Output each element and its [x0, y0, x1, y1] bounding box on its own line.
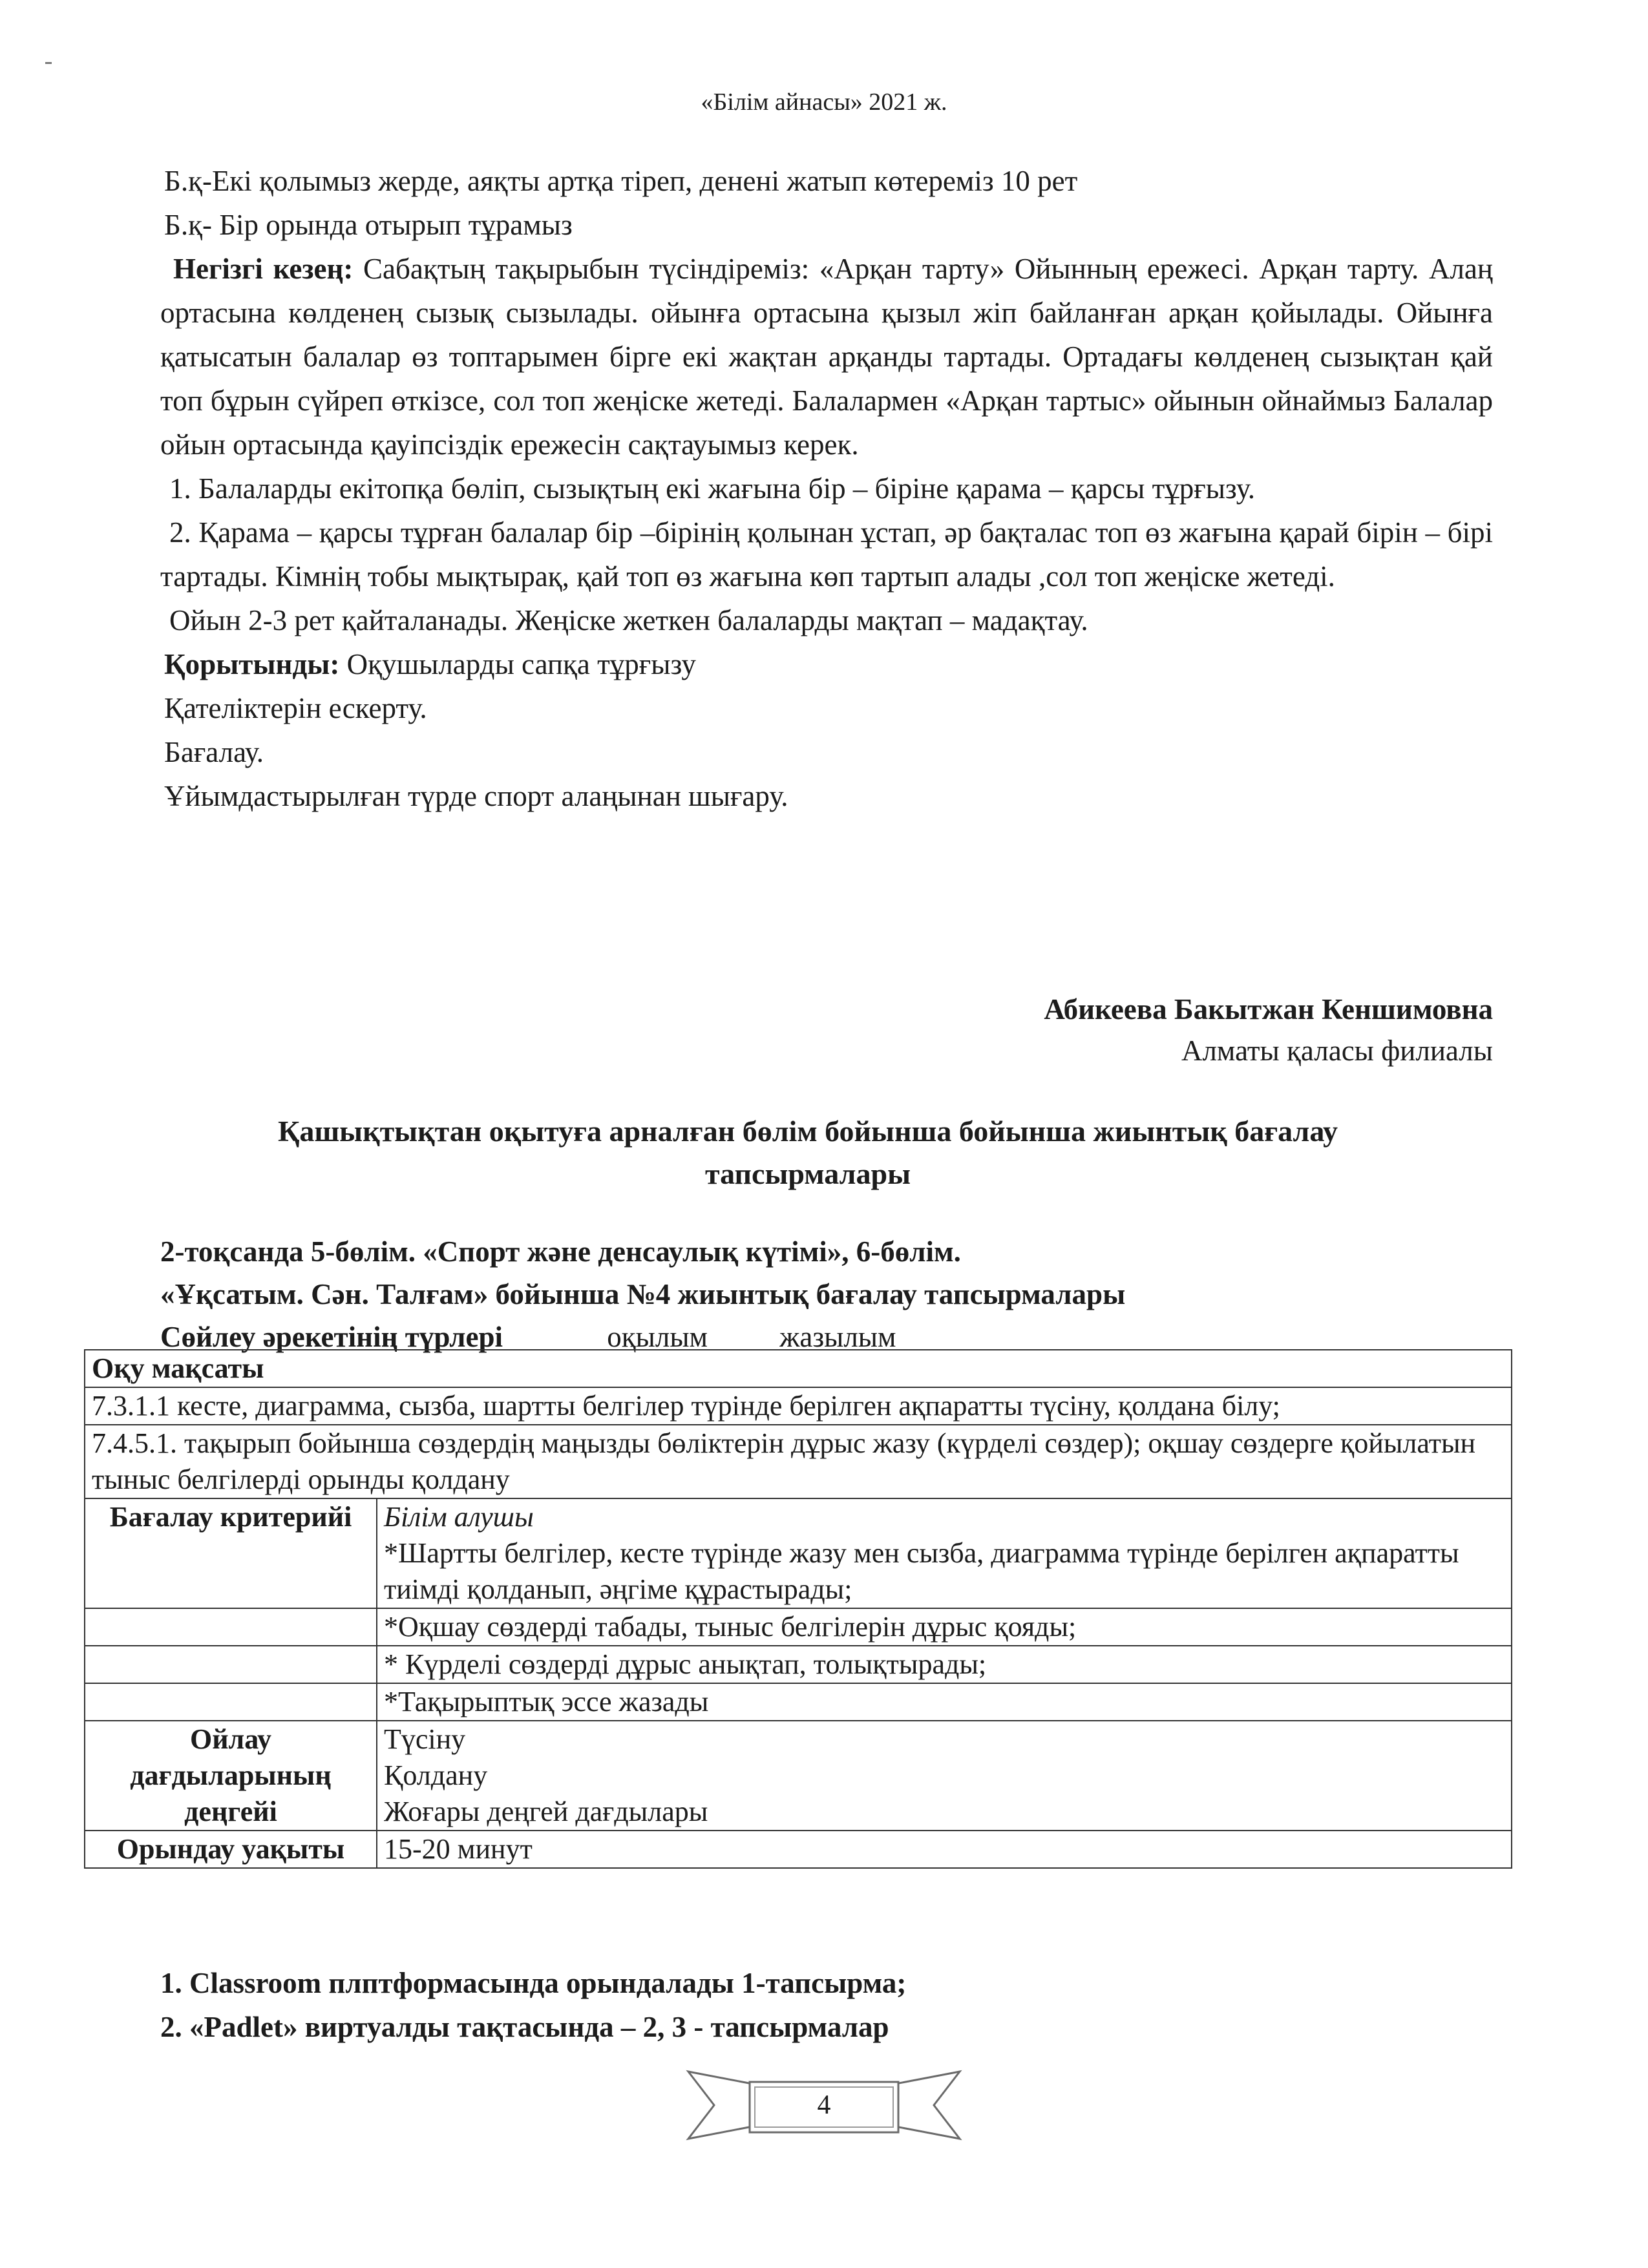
step-1: 1. Балаларды екітопқа бөліп, сызықтың екі жағына бір – біріне қарама – қарсы тұрғызу. [169, 472, 1256, 505]
intro-line-2: «Ұқсатым. Сән. Талғам» бойынша №4 жиынтық бағалау тапсырмалары [160, 1278, 1126, 1310]
criteria-label: Бағалау критерийі [85, 1498, 377, 1608]
page-header: «Білім айнасы» 2021 ж. [701, 89, 947, 116]
conclusion-text: Оқушыларды сапқа тұрғызу [339, 648, 696, 680]
section-title-line-1: Қашықтықтан оқытуға арналған бөлім бойынша бойынша жиынтық бағалау [277, 1115, 1338, 1148]
objectives-header: Оқу мақсаты [85, 1350, 1512, 1387]
conclusion-label: Қорытынды: [164, 648, 340, 680]
table-row [85, 1498, 1512, 1608]
errors-line: Қателіктерін ескерту. [164, 692, 427, 724]
assessment-table [84, 1349, 1512, 1869]
table-row [85, 1387, 1512, 1425]
empty-cell [85, 1683, 377, 1721]
criteria-cell-1 [377, 1498, 1512, 1608]
main-stage-text: Сабақтың тақырыбын түсіндіреміз: «Арқан тарту» Ойынның ережесі. Арқан тарту. Алаң ортасына көлденең сызық сызылады. ойынға ортасына қызыл жіп байланған арқан қойылады. Ойынға қатысатын балалар өз топтарымен бірге екі жақтан арқанды тартады. Ортадағы көлденең сызықтан қай топ бұрын сүйреп өткізсе, сол топ жеңіске жетеді. Балалармен «Арқан тартыс» ойынын ойнаймыз Балалар ойын ортасында қауіпсіздік ережесін сақтауымыз керек. [160, 253, 1493, 461]
objective-2: 7.4.5.1. тақырып бойынша сөздердің маңызды бөліктерін дұрыс жазу (күрделі сөздер); оқшау сөздерге қойылатын тыныс белгілерді орынды қолдану [85, 1425, 1512, 1498]
repeat-line: Ойын 2-3 рет қайталанады. Жеңіске жеткен балаларды мақтап – мадақтау. [169, 604, 1088, 636]
table-row [85, 1425, 1512, 1498]
scan-mark [45, 62, 52, 64]
time-value: 15-20 минут [377, 1831, 1512, 1868]
time-label: Орындау уақыты [85, 1831, 377, 1868]
thinking-level-2: Қолдану [384, 1759, 488, 1791]
conclusion-line [160, 642, 1493, 686]
exercise-line-2: Б.қ- Бір орында отырып тұрамыз [164, 209, 573, 241]
criterion-2: *Оқшау сөздерді табады, тыныс белгілерін дұрыс қояды; [377, 1608, 1512, 1646]
table-row [85, 1831, 1512, 1868]
table-row [85, 1646, 1512, 1683]
section-title-line-2: тапсырмалары [704, 1157, 911, 1190]
grading-line: Бағалау. [164, 736, 264, 768]
table-row [85, 1683, 1512, 1721]
page-number: 4 [817, 2090, 831, 2120]
author-branch: Алматы қаласы филиалы [1181, 1034, 1493, 1067]
lesson-text [160, 159, 1493, 818]
speech-activity-label: Сөйлеу әрекетінің түрлері [160, 1321, 503, 1353]
thinking-level-3: Жоғары деңгей дағдылары [384, 1796, 708, 1827]
speech-type-writing: жазылым [779, 1321, 896, 1353]
thinking-label: Ойлау дағдыларының деңгейі [85, 1721, 377, 1831]
empty-cell [85, 1646, 377, 1683]
main-stage-label: Негізгі кезең: [173, 253, 354, 285]
task-list [160, 1961, 906, 2049]
empty-cell [85, 1608, 377, 1646]
table-row [85, 1350, 1512, 1387]
table-row [85, 1608, 1512, 1646]
assessment-intro [160, 1230, 1125, 1358]
author-block [1044, 989, 1493, 1071]
page-number-badge [685, 2066, 963, 2144]
learner-label: Білім алушы [384, 1501, 534, 1533]
task-1: 1. Classroom плптформасында орындалады 1-тапсырма; [160, 1967, 907, 1999]
section-title [162, 1110, 1454, 1195]
exit-line: Ұйымдастырылған түрде спорт алаңынан шығару. [164, 780, 788, 812]
criterion-1: *Шартты белгілер, кесте түрінде жазу мен сызба, диаграмма түрінде берілген ақпаратты тиімді қолданып, әңгіме құрастырады; [384, 1537, 1459, 1605]
speech-type-reading: оқылым [607, 1321, 708, 1353]
criterion-4: *Тақырыптық эссе жазады [377, 1683, 1512, 1721]
thinking-levels [377, 1721, 1512, 1831]
intro-line-1: 2-тоқсанда 5-бөлім. «Спорт және денсаулық күтімі», 6-бөлім. [160, 1235, 961, 1268]
exercise-line-1: Б.қ-Екі қолымыз жерде, аяқты артқа тіреп, денені жатып көтереміз 10 рет [164, 165, 1078, 197]
author-name: Абикеева Бакытжан Кеншимовна [1044, 993, 1493, 1025]
criterion-3: * Күрделі сөздерді дұрыс анықтап, толықтырады; [377, 1646, 1512, 1683]
main-stage-paragraph [160, 247, 1493, 467]
thinking-level-1: Түсіну [384, 1723, 466, 1755]
task-2: 2. «Padlet» виртуалды тақтасында – 2, 3 - тапсырмалар [160, 2011, 889, 2043]
objective-1: 7.3.1.1 кесте, диаграмма, сызба, шартты белгілер түрінде берілген ақпаратты түсіну, қолдана білу; [85, 1387, 1512, 1425]
table-row [85, 1721, 1512, 1831]
step-2: 2. Қарама – қарсы тұрған балалар бір –бірінің қолынан ұстап, әр бақталас топ өз жағына қарай бірін – бірі тартады. Кімнің тобы мықтырақ, қай топ өз жағына көп тартып алады ,сол топ жеңіске жетеді. [160, 516, 1493, 593]
